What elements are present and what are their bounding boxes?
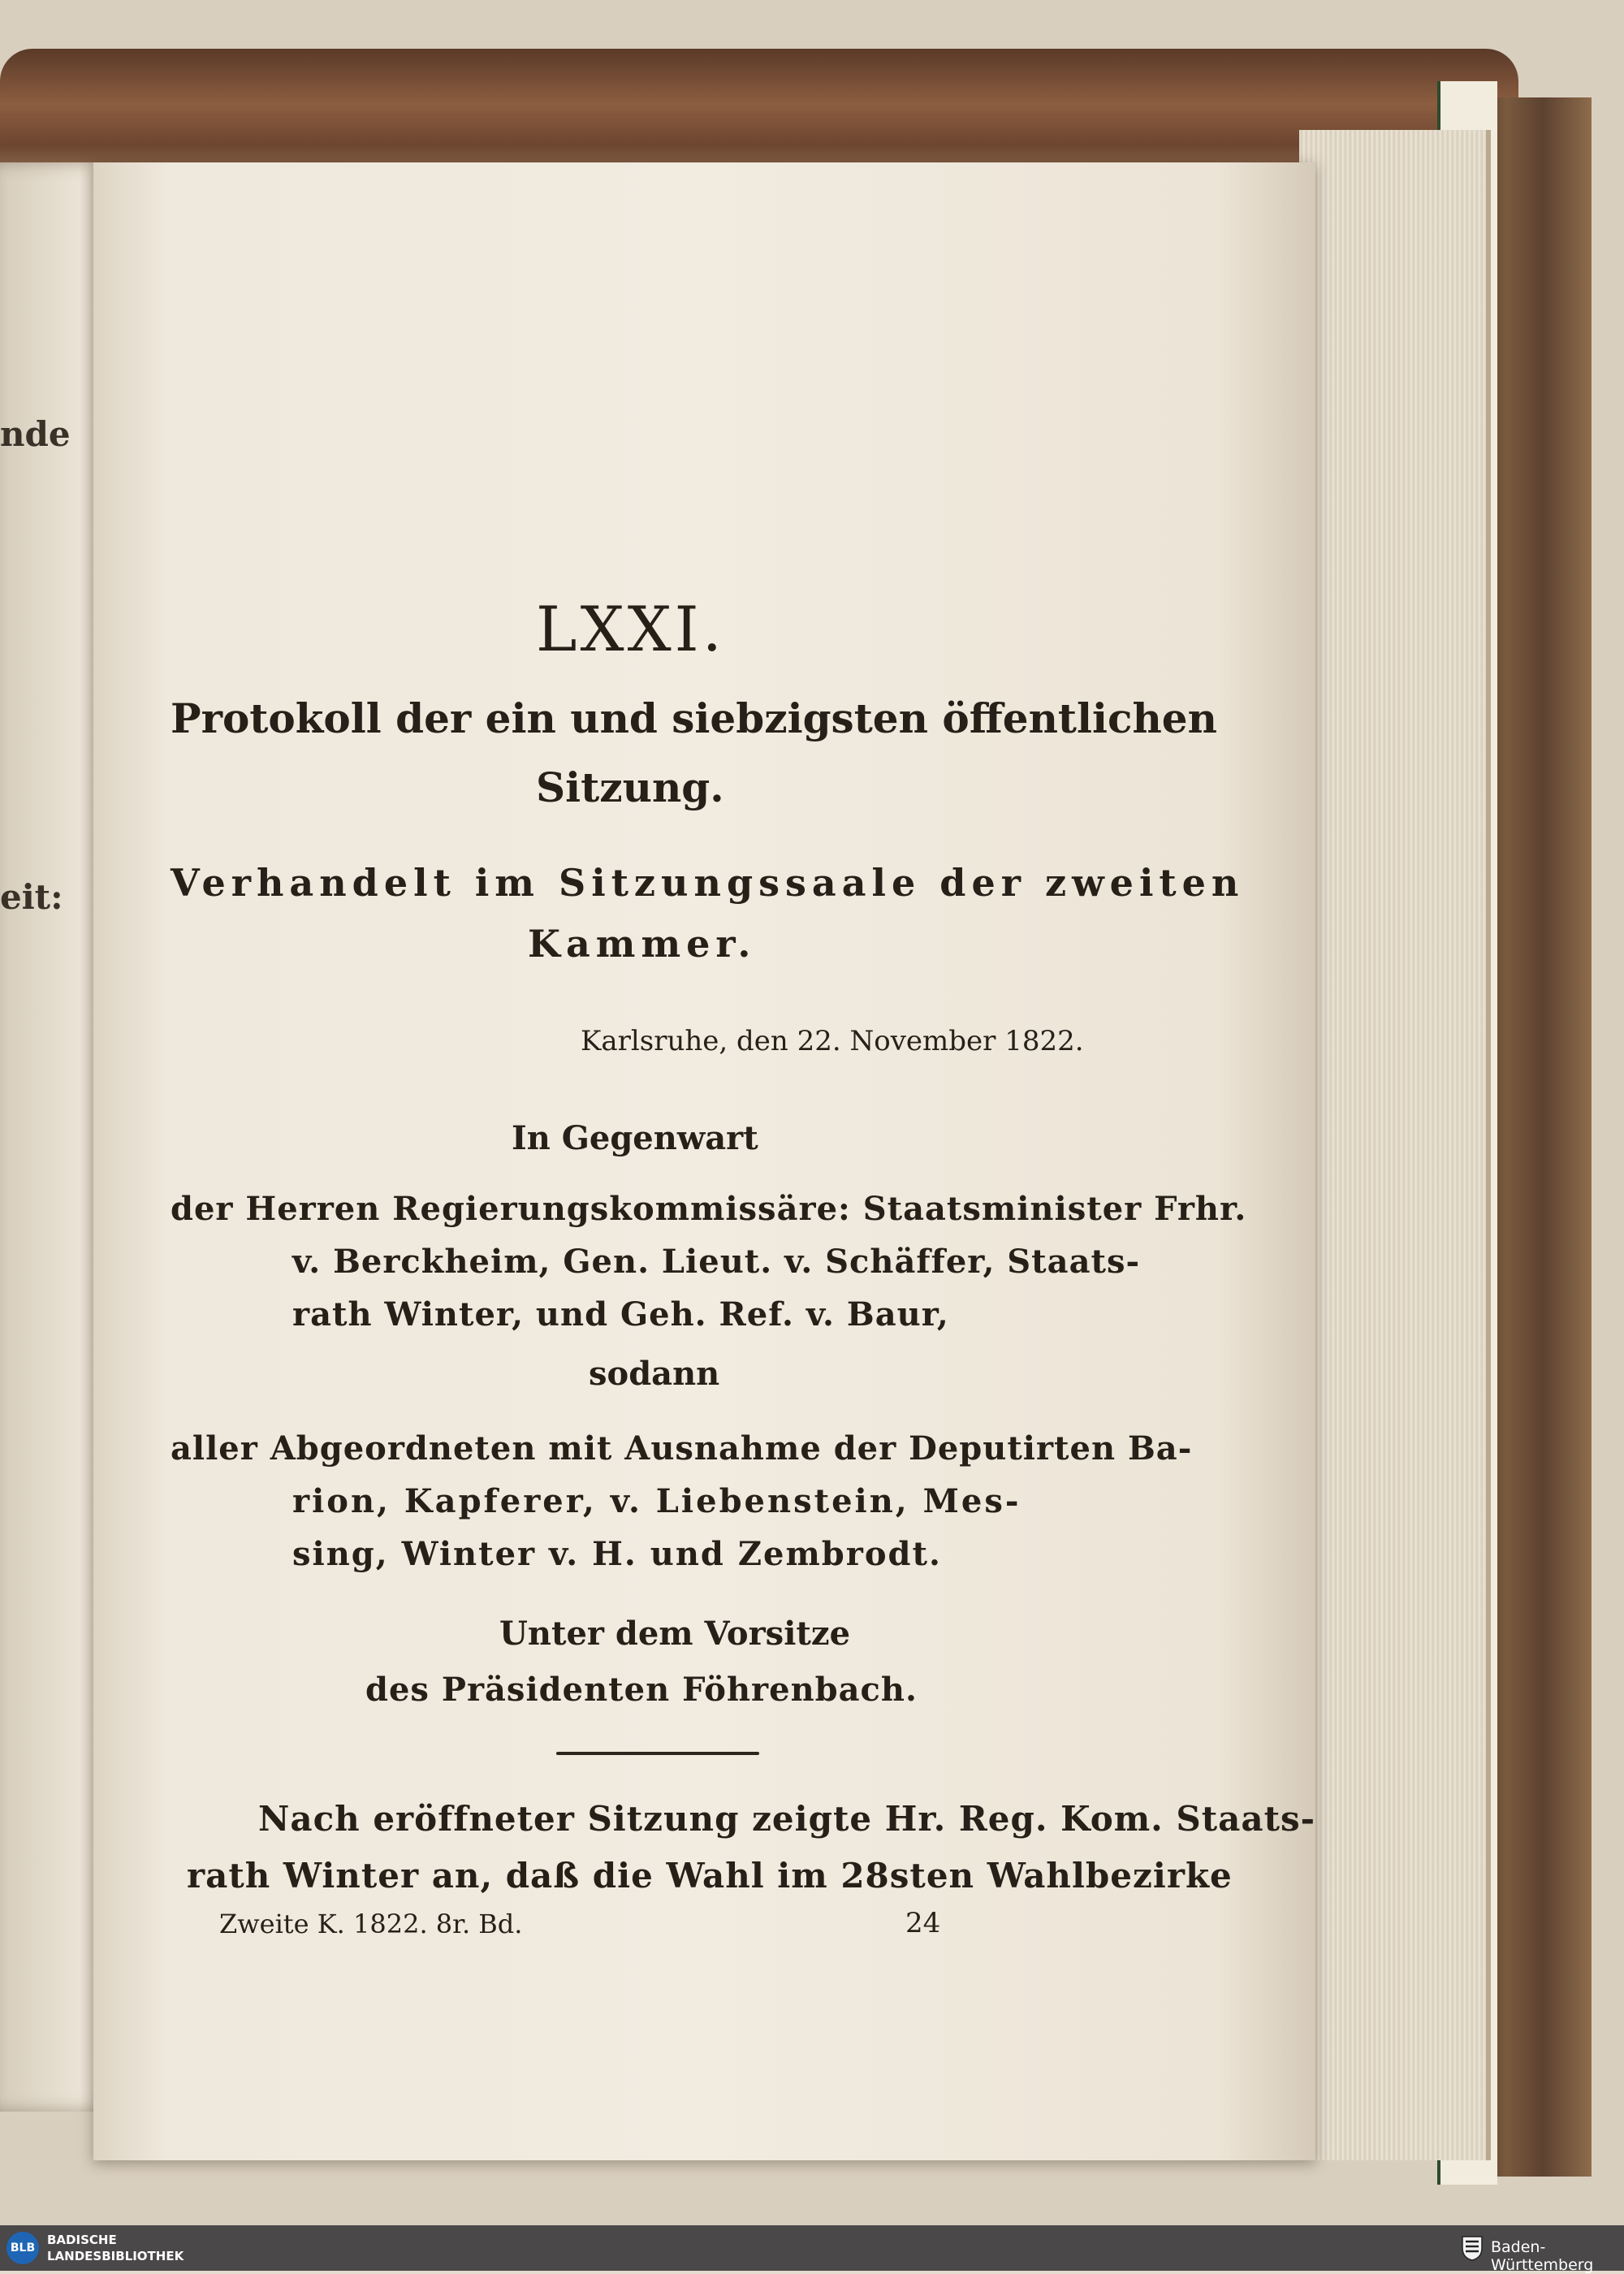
body-text-line: Nach eröffneter Sitzung zeigte Hr. Reg. Kom. Staats- [258,1799,1316,1839]
presence-heading: In Gegenwart [512,1119,758,1157]
state-coat-of-arms-icon [1460,2235,1484,2261]
section-divider [556,1752,759,1755]
library-logo-icon[interactable]: BLB [6,2232,39,2264]
chapter-numeral: LXXI. [536,593,725,665]
chair-line: des Präsidenten Föhrenbach. [365,1671,918,1709]
body-text-line: rath Winter an, daß die Wahl im 28sten Wahlbezirke [187,1856,1233,1896]
footer-bar [0,2225,1624,2274]
title-line: Sitzung. [536,763,724,811]
printer-signature: Zweite K. 1822. 8r. Bd. [219,1909,523,1939]
commissioners-line: der Herren Regierungskommissäre: Staatsminister Frhr. [171,1190,1247,1228]
page-block-edge [1299,130,1491,2160]
sodann-line: sodann [589,1355,720,1393]
deputies-line: aller Abgeordneten mit Ausnahme der Deputirten Ba- [171,1429,1193,1468]
library-name[interactable] [47,2232,184,2264]
commissioners-line: v. Berckheim, Gen. Lieut. v. Schäffer, Staats- [292,1243,1141,1281]
left-page-fragment: nde [0,414,71,454]
left-page-fragment: eit: [0,877,63,917]
deputies-line: sing, Winter v. H. und Zembrodt. [292,1535,942,1573]
subtitle-line: Kammer. [528,922,757,966]
subtitle-line: Verhandelt im Sitzungssaale der zweiten [171,861,1245,905]
library-name-line: BADISCHE [47,2233,117,2247]
state-name[interactable]: Baden-Württemberg [1491,2238,1594,2274]
library-name-line: LANDESBIBLIOTHEK [47,2249,184,2263]
page-number: 24 [905,1907,941,1939]
commissioners-line: rath Winter, und Geh. Ref. v. Baur, [292,1295,949,1334]
chair-line: Unter dem Vorsitze [499,1615,851,1653]
deputies-line: rion, Kapferer, v. Liebenstein, Mes- [292,1482,1021,1520]
dateline: Karlsruhe, den 22. November 1822. [581,1025,1084,1057]
title-line: Protokoll der ein und siebzigsten öffentlichen [171,694,1217,742]
